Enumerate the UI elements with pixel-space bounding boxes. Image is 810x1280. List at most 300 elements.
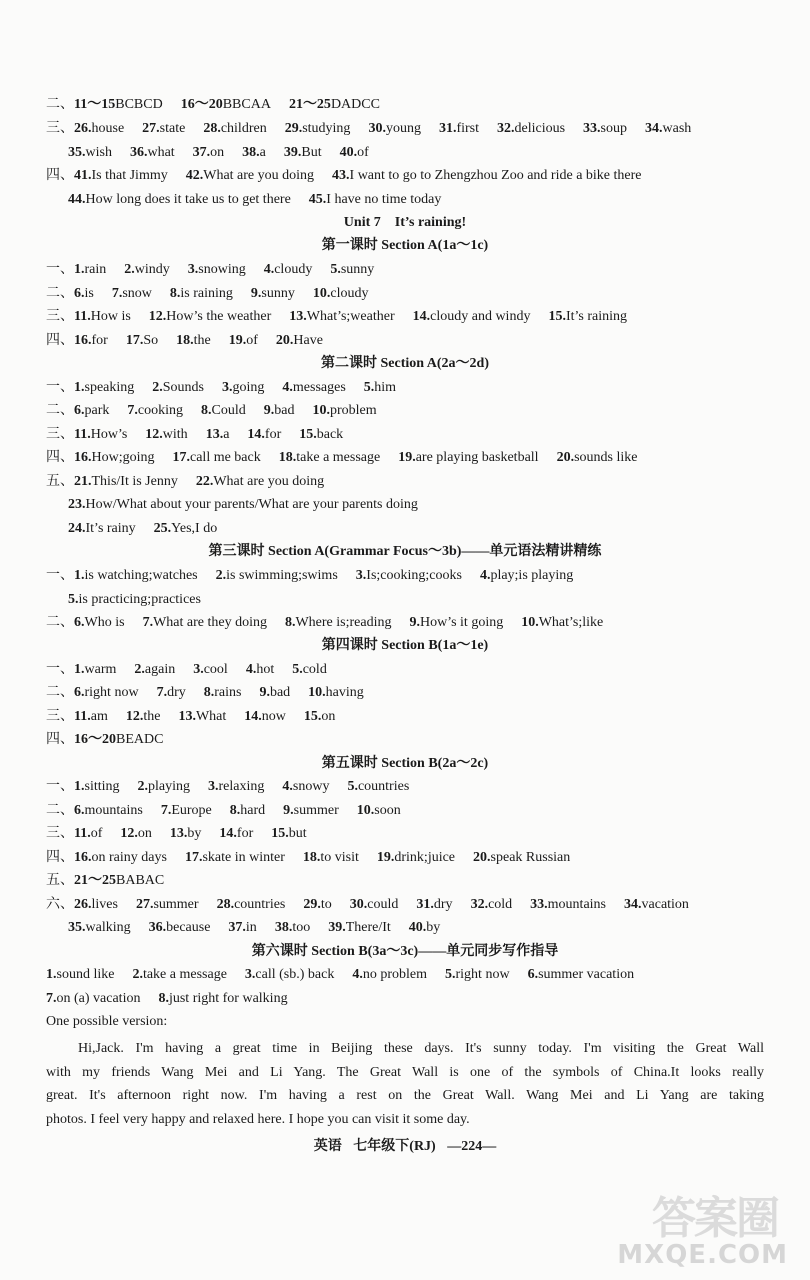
part-number: 二、 xyxy=(46,97,74,112)
part-number: 三、 xyxy=(46,826,74,841)
item-number: 7. xyxy=(156,685,168,700)
answer-item xyxy=(497,121,565,136)
answer-item xyxy=(219,826,253,841)
item-answer: relaxing xyxy=(218,779,265,794)
item-number: 27. xyxy=(142,121,160,136)
item-number: 21～25 xyxy=(288,97,331,112)
item-number: 19. xyxy=(398,450,416,465)
item-answer: BCBCD xyxy=(115,97,163,112)
answer-item xyxy=(74,403,109,418)
item-number: 40. xyxy=(339,145,358,160)
item-number: 13. xyxy=(169,826,188,841)
item-number: 6. xyxy=(74,615,85,630)
item-answer: What are you doing xyxy=(203,168,315,183)
part-number: 五、 xyxy=(46,873,74,888)
item-number: 13. xyxy=(289,309,307,324)
item-number: 19. xyxy=(228,333,247,348)
item-number: 10. xyxy=(312,403,330,418)
answer-item xyxy=(445,967,510,982)
item-number: 26. xyxy=(74,897,92,912)
item-number: 4. xyxy=(282,380,293,395)
item-number: 7. xyxy=(46,991,57,1006)
item-number: 21. xyxy=(74,474,92,489)
answer-item xyxy=(206,427,230,442)
item-number: 4. xyxy=(263,262,275,277)
item-answer: take a message xyxy=(142,967,227,982)
item-number: 16～20 xyxy=(74,732,116,747)
item-number: 30. xyxy=(349,897,368,912)
answer-item xyxy=(259,685,290,700)
item-number: 23. xyxy=(68,497,86,512)
item-answer: is xyxy=(84,286,94,301)
item-answer: because xyxy=(166,920,211,935)
answer-item xyxy=(222,380,264,395)
answer-item xyxy=(196,474,324,489)
answer-line xyxy=(68,191,770,209)
item-answer: with xyxy=(162,427,188,442)
item-number: 17. xyxy=(172,450,190,465)
item-answer: a xyxy=(223,427,230,442)
item-answer: going xyxy=(232,380,265,395)
item-number: 20. xyxy=(275,333,294,348)
answer-item xyxy=(203,121,266,136)
item-number: 35. xyxy=(68,920,86,935)
part-number: 一、 xyxy=(46,779,74,794)
answer-item xyxy=(473,850,570,865)
item-answer: playing xyxy=(148,779,191,794)
item-answer: cooking xyxy=(137,403,183,418)
answer-item xyxy=(330,262,374,277)
answer-item xyxy=(142,121,185,136)
watermark-site: MXQE.COM xyxy=(617,1240,788,1270)
essay-line-3: great. It's afternoon right now. I'm having a rest on the Great Wall. Wang Mei and Li Yang are taking xyxy=(46,1088,764,1103)
answer-line xyxy=(46,402,770,420)
item-number: 36. xyxy=(148,920,167,935)
item-answer: a xyxy=(259,145,266,160)
item-number: 37. xyxy=(228,920,246,935)
item-number: 3. xyxy=(244,967,256,982)
essay-paragraph xyxy=(46,1037,764,1131)
item-answer: Yes,I do xyxy=(171,521,218,536)
answer-item xyxy=(127,403,183,418)
item-number: 5. xyxy=(292,662,303,677)
part-number: 一、 xyxy=(46,568,74,583)
answer-line xyxy=(46,332,770,350)
item-number: 12. xyxy=(148,309,167,324)
item-number: 14. xyxy=(247,427,265,442)
item-answer: How long does it take us to get there xyxy=(85,192,291,207)
item-number: 14. xyxy=(244,709,262,724)
item-answer: countries xyxy=(234,897,286,912)
part-number: 四、 xyxy=(46,850,74,865)
answer-item xyxy=(471,897,513,912)
item-answer: Europe xyxy=(171,803,212,818)
item-answer: messages xyxy=(292,380,346,395)
item-number: 6. xyxy=(74,286,85,301)
answer-item xyxy=(193,145,225,160)
item-number: 5. xyxy=(68,592,79,607)
item-number: 28. xyxy=(203,121,221,136)
item-answer: to xyxy=(320,897,332,912)
answer-item xyxy=(530,897,606,912)
answer-item xyxy=(74,897,118,912)
item-answer: could xyxy=(367,897,399,912)
item-number: 17. xyxy=(125,333,144,348)
answer-item xyxy=(303,897,331,912)
item-number: 26. xyxy=(74,121,92,136)
item-number: 7. xyxy=(127,403,138,418)
item-number: 15. xyxy=(299,427,317,442)
item-answer: How’s xyxy=(90,427,128,442)
answer-line xyxy=(46,778,770,796)
answer-item xyxy=(645,121,691,136)
item-answer: mountains xyxy=(547,897,607,912)
answer-line xyxy=(46,167,770,185)
item-answer: first xyxy=(456,121,479,136)
answer-item xyxy=(170,826,202,841)
answer-item xyxy=(68,521,136,536)
item-answer: snowy xyxy=(292,779,330,794)
item-number: 9. xyxy=(250,286,262,301)
answer-item xyxy=(283,803,339,818)
item-number: 39. xyxy=(283,145,302,160)
answer-item xyxy=(312,403,376,418)
answer-item xyxy=(68,592,201,607)
item-answer: call (sb.) back xyxy=(255,967,335,982)
item-answer: of xyxy=(357,145,369,160)
item-number: 17. xyxy=(184,850,203,865)
answer-item xyxy=(276,333,323,348)
page-footer xyxy=(0,1135,810,1155)
answer-item xyxy=(332,168,641,183)
item-number: 34. xyxy=(624,897,642,912)
footer-grade: 七年级下(RJ) xyxy=(353,1139,436,1154)
item-answer: on xyxy=(137,826,152,841)
item-answer: by xyxy=(187,826,202,841)
item-answer: What’s;weather xyxy=(306,309,395,324)
answer-item xyxy=(130,145,175,160)
answer-line xyxy=(68,919,770,937)
item-number: 9. xyxy=(259,685,270,700)
answer-item xyxy=(74,732,163,747)
answer-item xyxy=(583,121,627,136)
item-answer: sitting xyxy=(84,779,120,794)
item-number: 8. xyxy=(203,685,215,700)
answer-item xyxy=(303,850,359,865)
item-number: 15. xyxy=(271,826,289,841)
item-answer: summer xyxy=(153,897,199,912)
item-answer: dry xyxy=(167,685,186,700)
item-number: 15. xyxy=(303,709,322,724)
answer-line xyxy=(46,661,770,679)
item-number: 9. xyxy=(409,615,420,630)
answer-item xyxy=(74,662,116,677)
item-number: 33. xyxy=(583,121,601,136)
item-answer: are playing basketball xyxy=(415,450,539,465)
answer-item xyxy=(186,168,314,183)
item-answer: DADCC xyxy=(330,97,380,112)
item-number: 10. xyxy=(521,615,539,630)
item-answer: BBCAA xyxy=(222,97,271,112)
answer-item xyxy=(304,709,336,724)
answer-line xyxy=(46,825,770,843)
item-answer: for xyxy=(91,333,108,348)
item-answer: rain xyxy=(84,262,107,277)
answer-item xyxy=(157,685,186,700)
answer-item xyxy=(138,779,191,794)
item-number: 31. xyxy=(416,897,434,912)
item-answer: Sounds xyxy=(162,380,204,395)
item-number: 41. xyxy=(74,168,92,183)
answer-item xyxy=(112,286,152,301)
part-number: 四、 xyxy=(46,732,74,747)
answer-item xyxy=(74,615,125,630)
section-heading: 第五课时 Section B(2a～2c) xyxy=(321,756,489,771)
item-number: 14. xyxy=(412,309,431,324)
item-answer: bad xyxy=(274,403,295,418)
item-answer: call me back xyxy=(190,450,261,465)
item-number: 18. xyxy=(302,850,321,865)
answer-line xyxy=(46,120,770,138)
part-number: 二、 xyxy=(46,685,74,700)
part-number: 三、 xyxy=(46,121,74,136)
item-answer: How is xyxy=(90,309,131,324)
item-answer: soup xyxy=(600,121,627,136)
item-answer: What xyxy=(195,709,227,724)
answer-line xyxy=(46,261,770,279)
answer-item xyxy=(74,380,134,395)
item-number: 6. xyxy=(74,803,85,818)
item-number: 5. xyxy=(363,380,375,395)
item-answer: skate in winter xyxy=(202,850,285,865)
item-answer: having xyxy=(325,685,364,700)
item-number: 12. xyxy=(125,709,144,724)
item-answer: How’s the weather xyxy=(166,309,272,324)
item-number: 2. xyxy=(134,662,145,677)
item-answer: sounds like xyxy=(574,450,638,465)
item-answer: play;is playing xyxy=(490,568,574,583)
item-answer: It’s rainy xyxy=(85,521,136,536)
part-number: 五、 xyxy=(46,474,74,489)
item-number: 30. xyxy=(368,121,386,136)
item-number: 7. xyxy=(142,615,154,630)
item-answer: is watching;watches xyxy=(84,568,198,583)
item-answer: no problem xyxy=(362,967,427,982)
item-answer: Have xyxy=(293,333,323,348)
answer-item xyxy=(132,967,226,982)
item-number: 5. xyxy=(330,262,341,277)
item-answer: cloudy xyxy=(274,262,313,277)
answer-item xyxy=(352,967,427,982)
answer-item xyxy=(242,145,266,160)
item-number: 8. xyxy=(169,286,181,301)
answer-item xyxy=(350,897,399,912)
answer-line xyxy=(46,449,770,467)
item-number: 2. xyxy=(124,262,135,277)
item-answer: of xyxy=(90,826,103,841)
item-answer: to visit xyxy=(320,850,359,865)
item-answer: but xyxy=(288,826,307,841)
item-answer: on (a) vacation xyxy=(56,991,141,1006)
item-number: 5. xyxy=(347,779,358,794)
answer-item xyxy=(152,380,204,395)
item-number: 8. xyxy=(158,991,169,1006)
item-number: 6. xyxy=(74,685,85,700)
answer-item xyxy=(289,97,380,112)
answer-item xyxy=(74,168,168,183)
item-answer: the xyxy=(143,709,161,724)
item-number: 28. xyxy=(216,897,235,912)
answer-item xyxy=(124,262,170,277)
answer-line xyxy=(68,520,770,538)
answer-item xyxy=(264,403,295,418)
section-heading: 第六课时 Section B(3a～3c)——单元同步写作指导 xyxy=(251,944,559,959)
item-answer: snow xyxy=(122,286,152,301)
answer-item xyxy=(284,145,322,160)
answer-item xyxy=(521,615,603,630)
answer-item xyxy=(299,427,343,442)
item-answer: BEADC xyxy=(116,732,164,747)
answer-item xyxy=(74,450,155,465)
item-number: 14. xyxy=(219,826,237,841)
item-answer: now xyxy=(261,709,286,724)
item-number: 2. xyxy=(215,568,227,583)
answer-item xyxy=(368,121,421,136)
answer-item xyxy=(313,286,369,301)
item-number: 22. xyxy=(195,474,214,489)
answer-item xyxy=(271,826,306,841)
answer-item xyxy=(377,850,455,865)
item-number: 33. xyxy=(530,897,548,912)
answer-item xyxy=(292,662,327,677)
section-heading: 第四课时 Section B(1a～1e) xyxy=(321,638,489,653)
part-number: 三、 xyxy=(46,309,74,324)
item-number: 4. xyxy=(282,779,293,794)
answer-item xyxy=(161,803,212,818)
item-number: 2. xyxy=(137,779,149,794)
part-number: 四、 xyxy=(46,168,74,183)
section-heading: Unit 7 It’s raining! xyxy=(343,215,467,230)
part-number: 一、 xyxy=(46,262,74,277)
answer-item xyxy=(347,779,409,794)
item-answer: wish xyxy=(85,145,112,160)
item-answer: vacation xyxy=(641,897,689,912)
item-answer: summer xyxy=(293,803,339,818)
item-answer: How’s it going xyxy=(419,615,504,630)
part-number: 一、 xyxy=(46,662,74,677)
item-answer: on rainy days xyxy=(91,850,167,865)
answer-item xyxy=(246,662,274,677)
item-answer: young xyxy=(385,121,421,136)
answer-item xyxy=(74,850,167,865)
answer-item xyxy=(181,97,271,112)
item-answer: There/It xyxy=(345,920,391,935)
section-heading: 第一课时 Section A(1a～1c) xyxy=(321,238,489,253)
answer-item xyxy=(357,803,401,818)
answer-item xyxy=(217,897,286,912)
item-answer: the xyxy=(193,333,211,348)
item-answer: am xyxy=(90,709,108,724)
item-number: 4. xyxy=(245,662,257,677)
answer-item xyxy=(74,826,102,841)
answer-line xyxy=(46,990,770,1008)
item-answer: So xyxy=(143,333,159,348)
essay-label: One possible version: xyxy=(46,1014,168,1029)
item-number: 7. xyxy=(160,803,172,818)
item-number: 34. xyxy=(645,121,663,136)
answer-line xyxy=(68,496,770,514)
answer-line xyxy=(46,802,770,820)
item-answer: is swimming;swims xyxy=(226,568,338,583)
item-answer: snowing xyxy=(198,262,246,277)
part-number: 二、 xyxy=(46,615,74,630)
item-answer: walking xyxy=(85,920,131,935)
item-number: 24. xyxy=(68,521,86,536)
item-answer: problem xyxy=(329,403,377,418)
item-answer: children xyxy=(220,121,267,136)
answer-item xyxy=(480,568,573,583)
item-answer: What are you doing xyxy=(213,474,325,489)
item-number: 3. xyxy=(187,262,199,277)
item-number: 5. xyxy=(445,967,456,982)
item-number: 10. xyxy=(356,803,375,818)
part-number: 三、 xyxy=(46,427,74,442)
item-answer: park xyxy=(84,403,110,418)
item-number: 42. xyxy=(185,168,204,183)
item-answer: on xyxy=(321,709,336,724)
answer-item xyxy=(528,967,635,982)
answer-item xyxy=(185,850,285,865)
item-answer: Is;cooking;cooks xyxy=(366,568,462,583)
item-number: 10. xyxy=(312,286,331,301)
answer-item xyxy=(143,615,267,630)
item-number: 2. xyxy=(132,967,143,982)
item-answer: what xyxy=(147,145,175,160)
item-answer: I have no time today xyxy=(326,192,442,207)
item-number: 8. xyxy=(201,403,212,418)
part-number: 四、 xyxy=(46,450,74,465)
item-number: 36. xyxy=(129,145,148,160)
essay-line-1: Hi,Jack. I'm having a great time in Beijing these days. It's sunny today. I'm visiting the Great Wall xyxy=(78,1041,764,1056)
answer-line xyxy=(46,285,770,303)
item-number: 43. xyxy=(332,168,350,183)
item-answer: in xyxy=(245,920,257,935)
item-answer: speaking xyxy=(84,380,135,395)
answer-item xyxy=(364,380,396,395)
answer-line xyxy=(46,426,770,444)
part-number: 一、 xyxy=(46,380,74,395)
item-number: 45. xyxy=(308,192,327,207)
item-number: 21～25 xyxy=(74,873,116,888)
item-answer: Where is;reading xyxy=(295,615,392,630)
item-answer: just right for walking xyxy=(168,991,288,1006)
item-number: 13. xyxy=(178,709,196,724)
item-number: 3. xyxy=(193,662,204,677)
answer-item xyxy=(409,615,503,630)
answer-item xyxy=(134,662,175,677)
item-number: 18. xyxy=(176,333,194,348)
item-number: 16. xyxy=(74,850,92,865)
answer-item xyxy=(309,192,442,207)
answer-item xyxy=(68,497,418,512)
item-number: 20. xyxy=(556,450,575,465)
answer-item xyxy=(145,427,187,442)
item-number: 9. xyxy=(283,803,294,818)
item-answer: of xyxy=(246,333,258,348)
item-answer: sunny xyxy=(261,286,295,301)
answer-item xyxy=(204,685,242,700)
item-answer: sunny xyxy=(340,262,375,277)
